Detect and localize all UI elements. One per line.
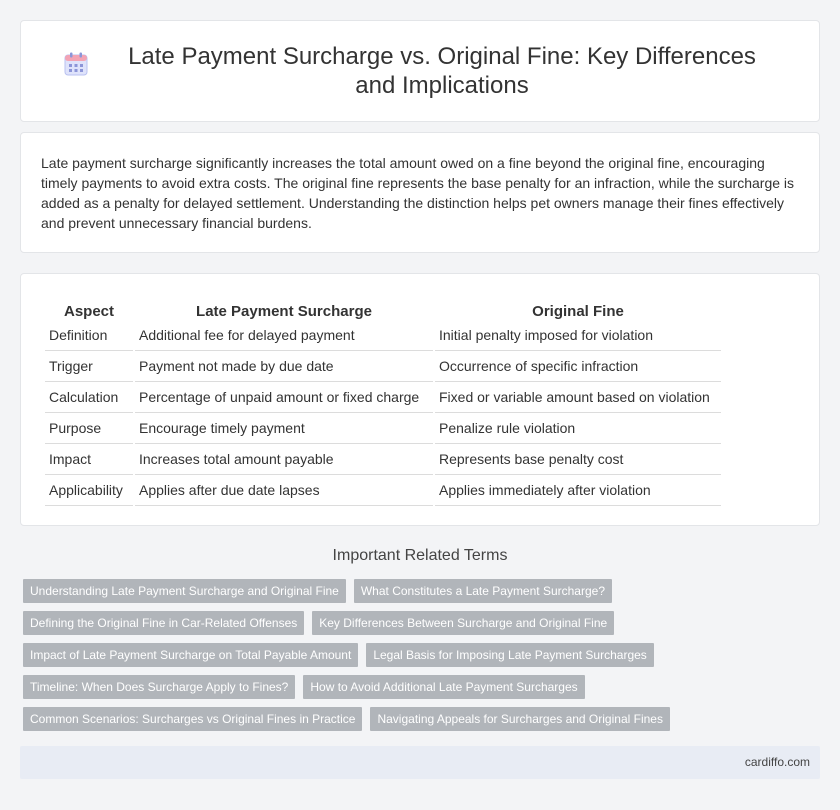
header-aspect: Aspect (63, 303, 115, 320)
row-aspect: Definition (45, 320, 133, 351)
comparison-table (43, 294, 723, 506)
row-aspect: Calculation (45, 382, 133, 413)
table-row (45, 382, 721, 413)
row-original-fine: Occurrence of specific infraction (435, 351, 721, 382)
row-original-fine: Penalize rule violation (435, 413, 721, 444)
table-row (45, 413, 721, 444)
row-original-fine: Fixed or variable amount based on violation (435, 382, 721, 413)
row-original-fine: Represents base penalty cost (435, 444, 721, 475)
row-late-payment-surcharge: Payment not made by due date (135, 351, 433, 382)
title-wrap (60, 42, 780, 100)
related-terms-title: Important Related Terms (332, 547, 508, 564)
row-late-payment-surcharge: Applies after due date lapses (135, 475, 433, 506)
calendar-icon (63, 51, 89, 77)
related-term-tag[interactable]: Common Scenarios: Surcharges vs Original Fines in Practice (23, 707, 362, 731)
row-aspect: Impact (45, 444, 133, 475)
header-original-fine: Original Fine (532, 303, 624, 320)
related-term-tag[interactable]: Legal Basis for Imposing Late Payment Surcharges (366, 643, 653, 667)
related-term-tag[interactable]: Impact of Late Payment Surcharge on Total Payable Amount (23, 643, 358, 667)
table-row (45, 475, 721, 506)
row-aspect: Applicability (45, 475, 133, 506)
table-row (45, 320, 721, 351)
row-late-payment-surcharge: Additional fee for delayed payment (135, 320, 433, 351)
header-late-payment-surcharge: Late Payment Surcharge (196, 303, 372, 320)
related-term-tag[interactable]: Defining the Original Fine in Car-Related Offenses (23, 611, 304, 635)
row-original-fine: Applies immediately after violation (435, 475, 721, 506)
tag-row (23, 611, 823, 635)
page-title: Late Payment Surcharge vs. Original Fine: Key Differences and Implications (128, 43, 756, 99)
row-original-fine: Initial penalty imposed for violation (435, 320, 721, 351)
footer (20, 746, 820, 779)
tag-row (23, 707, 823, 731)
related-terms-list (23, 579, 823, 739)
footer-site-link[interactable]: cardiffo.com (744, 755, 810, 769)
row-aspect: Trigger (45, 351, 133, 382)
tag-row (23, 643, 823, 667)
row-late-payment-surcharge: Encourage timely payment (135, 413, 433, 444)
tag-row (23, 579, 823, 603)
table-row (45, 444, 721, 475)
row-late-payment-surcharge: Increases total amount payable (135, 444, 433, 475)
row-aspect: Purpose (45, 413, 133, 444)
tag-row (23, 675, 823, 699)
related-term-tag[interactable]: What Constitutes a Late Payment Surcharge? (354, 579, 612, 603)
related-term-tag[interactable]: How to Avoid Additional Late Payment Surcharges (303, 675, 584, 699)
row-late-payment-surcharge: Percentage of unpaid amount or fixed charge (135, 382, 433, 413)
related-term-tag[interactable]: Timeline: When Does Surcharge Apply to Fines? (23, 675, 295, 699)
header-card (20, 20, 820, 122)
table-row (45, 351, 721, 382)
related-term-tag[interactable]: Understanding Late Payment Surcharge and Original Fine (23, 579, 346, 603)
intro-paragraph: Late payment surcharge significantly increases the total amount owed on a fine beyond the original fine, encouraging timely payments to avoid extra costs. The original fine represents the base penalty for an infraction, while the surcharge is added as a penalty for delayed settlement. Understanding the distinction helps pet owners manage their fines effectively and prevent unnecessary financial burdens. (41, 155, 795, 231)
table-header-row (45, 294, 721, 320)
intro-card (20, 132, 820, 253)
related-term-tag[interactable]: Navigating Appeals for Surcharges and Original Fines (370, 707, 670, 731)
related-term-tag[interactable]: Key Differences Between Surcharge and Original Fine (312, 611, 614, 635)
comparison-card (20, 273, 820, 526)
